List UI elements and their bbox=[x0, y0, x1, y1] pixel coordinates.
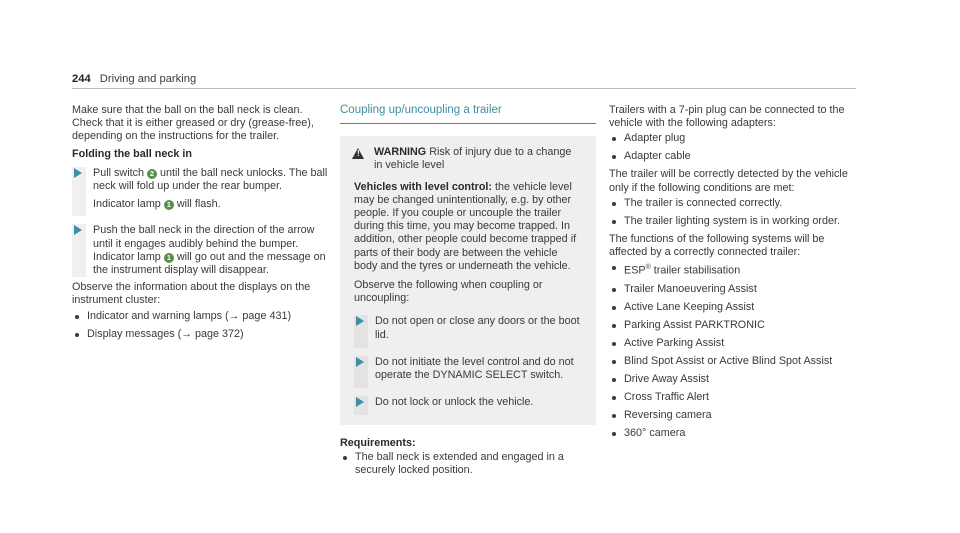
vehicles-label: Vehicles with level control: bbox=[354, 180, 493, 193]
step-text-part: Push the ball neck in the direction of the arrow until it engages audibly behind the bumper. bbox=[93, 224, 315, 250]
systems-list bbox=[609, 261, 861, 440]
step-text: Do not initiate the level control and do not operate the DYNAMIC SELECT switch. bbox=[375, 355, 574, 382]
section-name: Driving and parking bbox=[99, 73, 197, 85]
vehicles-text: the vehicle level may be changed unintentionally, e.g. by other people. If you couple or uncouple the trailer during this time, you may become trapped. In addition, other people could become trapped if parts of their body are between the vehicle body and the tyres or underneath the vehicle. bbox=[354, 180, 577, 272]
registered-mark: ® bbox=[645, 264, 651, 272]
instruction-step bbox=[72, 224, 328, 277]
list-item: The trailer is connected correctly. bbox=[609, 197, 861, 210]
arrow-icon bbox=[74, 168, 82, 178]
list-item: Active Lane Keeping Assist bbox=[609, 301, 861, 314]
callout-number-badge: 1 bbox=[164, 200, 174, 210]
step-text-part: will flash. bbox=[176, 198, 221, 211]
callout-number-badge: 1 bbox=[164, 253, 174, 263]
step-text bbox=[93, 167, 328, 193]
warning-text: Risk of injury due to a change in vehicle level bbox=[374, 146, 572, 172]
list-item: Display messages (→ page 372) bbox=[72, 328, 328, 341]
list-item: Active Parking Assist bbox=[609, 337, 861, 350]
step-bar bbox=[72, 224, 86, 277]
instruction-step bbox=[354, 356, 582, 388]
section-title: Coupling up/uncoupling a trailer bbox=[340, 104, 596, 124]
step-bar bbox=[354, 315, 368, 347]
list-item bbox=[609, 261, 861, 278]
instruction-step bbox=[354, 315, 582, 347]
step-text-part: Pull switch bbox=[93, 166, 145, 179]
list-item: Adapter plug bbox=[609, 132, 861, 145]
requirements-label: Requirements: bbox=[340, 437, 416, 450]
observe-paragraph: Observe the information about the displays on the instrument cluster: bbox=[72, 281, 311, 307]
list-item: Indicator and warning lamps (→ page 431) bbox=[72, 310, 328, 323]
bullet-list bbox=[72, 310, 328, 341]
step-text: Do not lock or unlock the vehicle. bbox=[375, 396, 534, 409]
warning-box bbox=[340, 136, 596, 425]
intro-paragraph: Trailers with a 7-pin plug can be connected to the vehicle with the following adapters: bbox=[609, 104, 845, 130]
step-result bbox=[93, 198, 328, 211]
header-divider bbox=[72, 88, 856, 89]
arrow-icon bbox=[356, 316, 364, 326]
step-text-part: until the ball neck unlocks. The ball neck will fold up under the rear bumper. bbox=[93, 166, 328, 193]
warning-body bbox=[348, 181, 588, 416]
arrow-icon bbox=[74, 225, 82, 235]
intro-paragraph: Make sure that the ball on the ball neck is clean. Check that it is either greased or dry (grease-free), depending on the instructions for the trailer. bbox=[72, 104, 314, 143]
observe-paragraph: Observe the following when coupling or uncoupling: bbox=[354, 279, 543, 305]
conditions-list bbox=[609, 197, 861, 228]
callout-number-badge: 2 bbox=[147, 169, 157, 179]
list-item: Blind Spot Assist or Active Blind Spot Assist bbox=[609, 355, 861, 368]
warning-header bbox=[348, 142, 588, 180]
step-text bbox=[93, 224, 328, 277]
warning-paragraph bbox=[354, 181, 582, 273]
subheading-folding: Folding the ball neck in bbox=[72, 147, 192, 160]
arrow-icon bbox=[356, 357, 364, 367]
step-bar bbox=[354, 396, 368, 415]
instruction-step bbox=[72, 167, 328, 217]
warning-triangle-icon: ! bbox=[352, 146, 368, 172]
adapter-list bbox=[609, 132, 861, 163]
list-item: Parking Assist PARKTRONIC bbox=[609, 319, 861, 332]
list-item: The ball neck is extended and engaged in a securely locked position. bbox=[340, 451, 596, 477]
column-right bbox=[609, 104, 861, 445]
page-header bbox=[72, 73, 196, 86]
column-middle bbox=[340, 104, 596, 482]
esp-rest-text: trailer stabilisation bbox=[650, 264, 741, 277]
step-text: Do not open or close any doors or the boot lid. bbox=[375, 315, 580, 341]
requirements-list bbox=[340, 451, 596, 477]
step-text-part: Indicator lamp bbox=[93, 250, 161, 263]
functions-paragraph: The functions of the following systems will be affected by a correctly connected trailer: bbox=[609, 232, 825, 259]
list-item: Cross Traffic Alert bbox=[609, 391, 861, 404]
step-text-part: Indicator lamp bbox=[93, 198, 161, 211]
step-text-part: will go out and the message on the instrument display will disappear. bbox=[93, 250, 326, 277]
arrow-icon bbox=[356, 397, 364, 407]
warning-label: WARNING bbox=[374, 146, 427, 159]
step-bar bbox=[72, 167, 86, 217]
esp-text: ESP bbox=[624, 264, 646, 277]
column-left bbox=[72, 104, 328, 346]
step-bar bbox=[354, 356, 368, 388]
list-item: Adapter cable bbox=[609, 150, 861, 163]
list-item: The trailer lighting system is in working order. bbox=[609, 215, 861, 228]
list-item: Reversing camera bbox=[609, 409, 861, 422]
list-item: Drive Away Assist bbox=[609, 373, 861, 386]
instruction-step bbox=[354, 396, 582, 415]
list-item: Trailer Manoeuvering Assist bbox=[609, 283, 861, 296]
detect-paragraph: The trailer will be correctly detected by the vehicle only if the following conditions are met: bbox=[609, 168, 848, 194]
page-number: 244 bbox=[72, 73, 91, 85]
list-item: 360° camera bbox=[609, 427, 861, 440]
